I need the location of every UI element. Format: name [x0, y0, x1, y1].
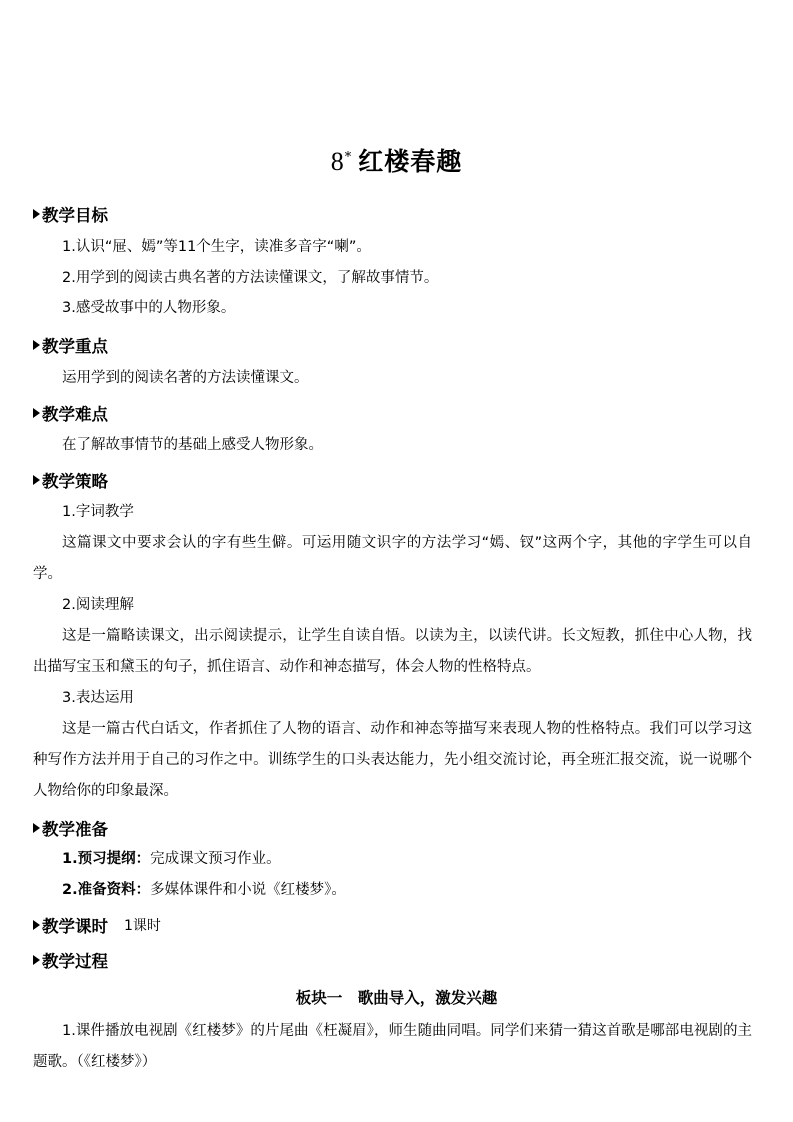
key-points-heading	[33, 333, 108, 357]
strategy-sub2-title: 2.阅读理解	[62, 597, 134, 613]
triangle-bullet-icon	[33, 408, 40, 418]
process-heading-text: 教学过程	[42, 952, 108, 971]
section1-text: 1.课件播放电视剧《红楼梦》的片尾曲《枉凝眉》，师生随曲同唱。同学们来猜一猜这首歌是哪部电视剧的主题歌。（《红楼梦》）	[33, 1023, 752, 1070]
triangle-bullet-icon	[33, 340, 40, 350]
triangle-bullet-icon	[33, 955, 40, 965]
difficulties-heading	[33, 401, 108, 425]
goal-item-3: 3.感受故事中的人物形象。	[62, 300, 236, 316]
strategy-sub3-text: 这是一篇古代白话文，作者抓住了人物的语言、动作和神态等描写来表现人物的性格特点。我们可以学习这种写作方法并用于自己的习作之中。训练学生的口头表达能力，先小组交流讨论，再全班汇报交流，说一说哪个人物给你的印象最深。	[33, 721, 752, 799]
preparation-item-1	[62, 844, 281, 875]
triangle-bullet-icon	[33, 920, 40, 930]
key-points-text: 运用学到的阅读名著的方法读懂课文。	[62, 370, 309, 386]
preparation-heading-text: 教学准备	[42, 820, 108, 839]
preparation-item-2-label: 2.准备资料：	[62, 882, 151, 898]
lesson-number: 8	[330, 147, 345, 176]
goals-heading	[33, 202, 108, 226]
preparation-item-1-label: 1.预习提纲：	[62, 851, 151, 867]
triangle-bullet-icon	[33, 209, 40, 219]
difficulties-heading-text: 教学难点	[42, 405, 108, 424]
lesson-title-text: 红楼春趣	[358, 147, 463, 176]
strategy-heading	[33, 468, 108, 492]
hours-value: 1课时	[124, 918, 161, 934]
preparation-item-2	[62, 875, 346, 906]
hours-heading-text: 教学课时	[42, 917, 108, 936]
section1-title: 板块一 歌曲导入，激发兴趣	[295, 989, 498, 1007]
strategy-sub2-text: 这是一篇略读课文，出示阅读提示，让学生自读自悟。以读为主，以读代讲。长文短教，抓住中心人物，找出描写宝玉和黛玉的句子，抓住语言、动作和神态描写，体会人物的性格特点。	[33, 628, 752, 675]
lesson-title	[0, 142, 793, 178]
strategy-sub1-text: 这篇课文中要求会认的字有些生僻。可运用随文识字的方法学习“嫣、钗”这两个字，其他的字学生可以自学。	[33, 535, 752, 582]
optional-mark: *	[344, 149, 353, 165]
triangle-bullet-icon	[33, 823, 40, 833]
strategy-sub1-title: 1.字词教学	[62, 504, 134, 520]
difficulties-text: 在了解故事情节的基础上感受人物形象。	[62, 437, 323, 453]
preparation-heading	[33, 816, 108, 840]
key-points-heading-text: 教学重点	[42, 337, 108, 356]
preparation-item-2-text: 多媒体课件和小说《红楼梦》。	[150, 882, 346, 898]
process-heading	[33, 948, 108, 972]
preparation-item-1-text: 完成课文预习作业。	[150, 851, 281, 867]
hours-heading	[33, 913, 161, 937]
strategy-heading-text: 教学策略	[42, 472, 108, 491]
triangle-bullet-icon	[33, 475, 40, 485]
goal-item-2: 2.用学到的阅读古典名著的方法读懂课文，了解故事情节。	[62, 270, 439, 286]
goals-heading-text: 教学目标	[42, 206, 108, 225]
goal-item-1: 1.认识“屉、嫣”等11个生字，读准多音字“喇”。	[62, 239, 371, 255]
strategy-sub3-title: 3.表达运用	[62, 690, 134, 706]
